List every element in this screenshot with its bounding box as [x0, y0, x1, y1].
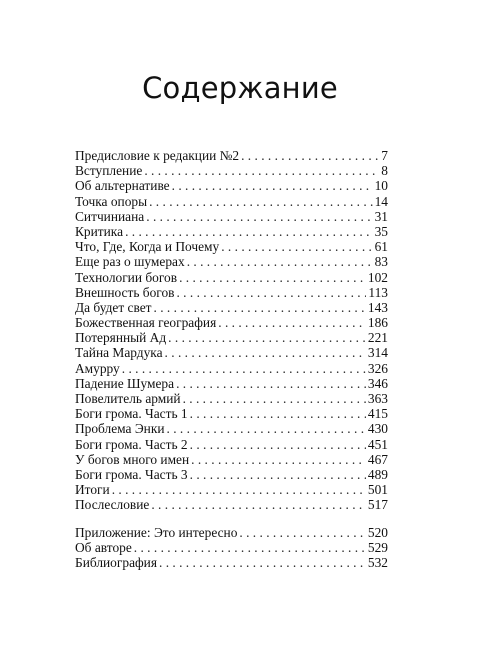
toc-dot-leader: [239, 525, 366, 540]
toc-dot-leader: [176, 376, 366, 391]
toc-entry: [75, 361, 388, 376]
toc-entry: [75, 285, 388, 300]
toc-entry: [75, 525, 388, 540]
toc-entry: [75, 254, 388, 269]
toc-dot-leader: [221, 239, 372, 254]
toc-entry-page-number: 326: [367, 360, 388, 376]
toc-entry: [75, 391, 388, 406]
toc-entry-page-number: 430: [367, 421, 388, 437]
toc-entry: [75, 345, 388, 360]
toc-entry-page-number: 143: [367, 299, 388, 315]
toc-entry-page-number: 520: [367, 524, 388, 540]
toc-entry: [75, 467, 388, 482]
toc-dot-leader: [172, 178, 373, 193]
toc-entry-title: Итоги: [75, 482, 110, 498]
toc-dot-leader: [165, 345, 366, 360]
toc-entry-title: Что, Где, Когда и Почему: [75, 239, 220, 255]
toc-entry-title: Послесловие: [75, 497, 150, 513]
toc-dot-leader: [154, 300, 366, 315]
toc-dot-leader: [159, 555, 366, 570]
toc-entry-title: Боги грома. Часть 2: [75, 436, 188, 452]
toc-entry: [75, 330, 388, 345]
toc-dot-leader: [187, 254, 373, 269]
toc-dot-leader: [125, 224, 373, 239]
toc-dot-leader: [149, 194, 373, 209]
toc-appendix-section: [75, 525, 388, 571]
toc-entry: [75, 421, 388, 436]
toc-entry-title: Амурру: [75, 360, 120, 376]
toc-entry-title: Об авторе: [75, 539, 132, 555]
toc-entry: [75, 315, 388, 330]
toc-entry: [75, 452, 388, 467]
toc-entry-page-number: 314: [367, 345, 388, 361]
toc-dot-leader: [190, 437, 366, 452]
toc-entry-page-number: 10: [374, 178, 388, 194]
toc-entry: [75, 540, 388, 555]
toc-entry: [75, 270, 388, 285]
toc-dot-leader: [176, 285, 366, 300]
toc-entry-page-number: 467: [367, 451, 388, 467]
toc-entry: [75, 406, 388, 421]
toc-entry-page-number: 186: [367, 315, 388, 331]
toc-dot-leader: [241, 148, 379, 163]
toc-entry-title: Об альтернативе: [75, 178, 170, 194]
toc-entry-title: Божественная география: [75, 315, 217, 331]
toc-entry-page-number: 113: [368, 284, 388, 300]
toc-entry-title: Еще раз о шумерах: [75, 254, 185, 270]
toc-entry-title: Внешность богов: [75, 284, 175, 300]
toc-dot-leader: [183, 391, 366, 406]
page-title: Содержание: [142, 71, 338, 105]
toc-dot-leader: [190, 467, 366, 482]
toc-entry-title: Да будет свет: [75, 299, 152, 315]
toc-dot-leader: [218, 315, 366, 330]
toc-dot-leader: [146, 209, 372, 224]
toc-entry: [75, 194, 388, 209]
toc-main-section: [75, 148, 388, 513]
toc-entry-title: Точка опоры: [75, 193, 148, 209]
toc-entry-page-number: 8: [381, 163, 388, 179]
toc-entry: [75, 482, 388, 497]
toc-entry-page-number: 532: [367, 554, 388, 570]
toc-entry: [75, 148, 388, 163]
toc-entry-page-number: 489: [367, 466, 388, 482]
toc-entry-page-number: 7: [381, 148, 388, 163]
toc-entry: [75, 163, 388, 178]
toc-dot-leader: [168, 330, 366, 345]
toc-entry-title: Ситчиниана: [75, 208, 145, 224]
toc-entry-title: Падение Шумера: [75, 375, 175, 391]
toc-entry-title: Тайна Мардука: [75, 345, 163, 361]
toc-entry: [75, 376, 388, 391]
toc-entry-page-number: 363: [367, 391, 388, 406]
toc-entry: [75, 224, 388, 239]
toc-entry-title: Повелитель армий: [75, 391, 181, 406]
toc-entry: [75, 209, 388, 224]
toc-entry-page-number: 14: [374, 193, 388, 209]
toc-dot-leader: [190, 406, 366, 421]
toc-entry: [75, 437, 388, 452]
toc-entry-page-number: 61: [374, 239, 388, 255]
toc-entry-page-number: 83: [374, 254, 388, 270]
toc-entry-page-number: 529: [367, 539, 388, 555]
toc-entry: [75, 178, 388, 193]
toc-entry-page-number: 415: [367, 406, 388, 422]
toc-entry: [75, 555, 388, 570]
toc-entry-page-number: 517: [367, 497, 388, 513]
toc-dot-leader: [191, 452, 366, 467]
table-of-contents: [75, 148, 388, 570]
toc-dot-leader: [122, 361, 366, 376]
toc-entry-title: Боги грома. Часть 3: [75, 466, 188, 482]
toc-entry-title: У богов много имен: [75, 451, 190, 467]
toc-entry-title: Библиография: [75, 554, 158, 570]
toc-dot-leader: [134, 540, 366, 555]
toc-entry-title: Технологии богов: [75, 269, 178, 285]
toc-entry: [75, 239, 388, 254]
toc-dot-leader: [144, 163, 379, 178]
toc-entry-page-number: 221: [367, 330, 388, 346]
toc-dot-leader: [179, 270, 366, 285]
toc-dot-leader: [151, 497, 366, 512]
toc-entry-title: Критика: [75, 223, 124, 239]
toc-entry-page-number: 346: [367, 375, 388, 391]
toc-entry-title: Вступление: [75, 163, 143, 179]
toc-entry-title: Проблема Энки: [75, 421, 165, 437]
toc-entry-page-number: 102: [367, 269, 388, 285]
toc-entry-page-number: 31: [374, 208, 388, 224]
toc-entry: [75, 300, 388, 315]
toc-entry-title: Приложение: Это интересно: [75, 524, 238, 540]
toc-dot-leader: [112, 482, 366, 497]
toc-entry: [75, 497, 388, 512]
toc-dot-leader: [167, 421, 366, 436]
toc-entry-page-number: 501: [367, 482, 388, 498]
toc-entry-title: Боги грома. Часть 1: [75, 406, 188, 422]
toc-entry-page-number: 35: [374, 223, 388, 239]
toc-entry-title: Предисловие к редакции №2: [75, 148, 240, 163]
toc-entry-title: Потерянный Ад: [75, 330, 167, 346]
toc-entry-page-number: 451: [367, 436, 388, 452]
